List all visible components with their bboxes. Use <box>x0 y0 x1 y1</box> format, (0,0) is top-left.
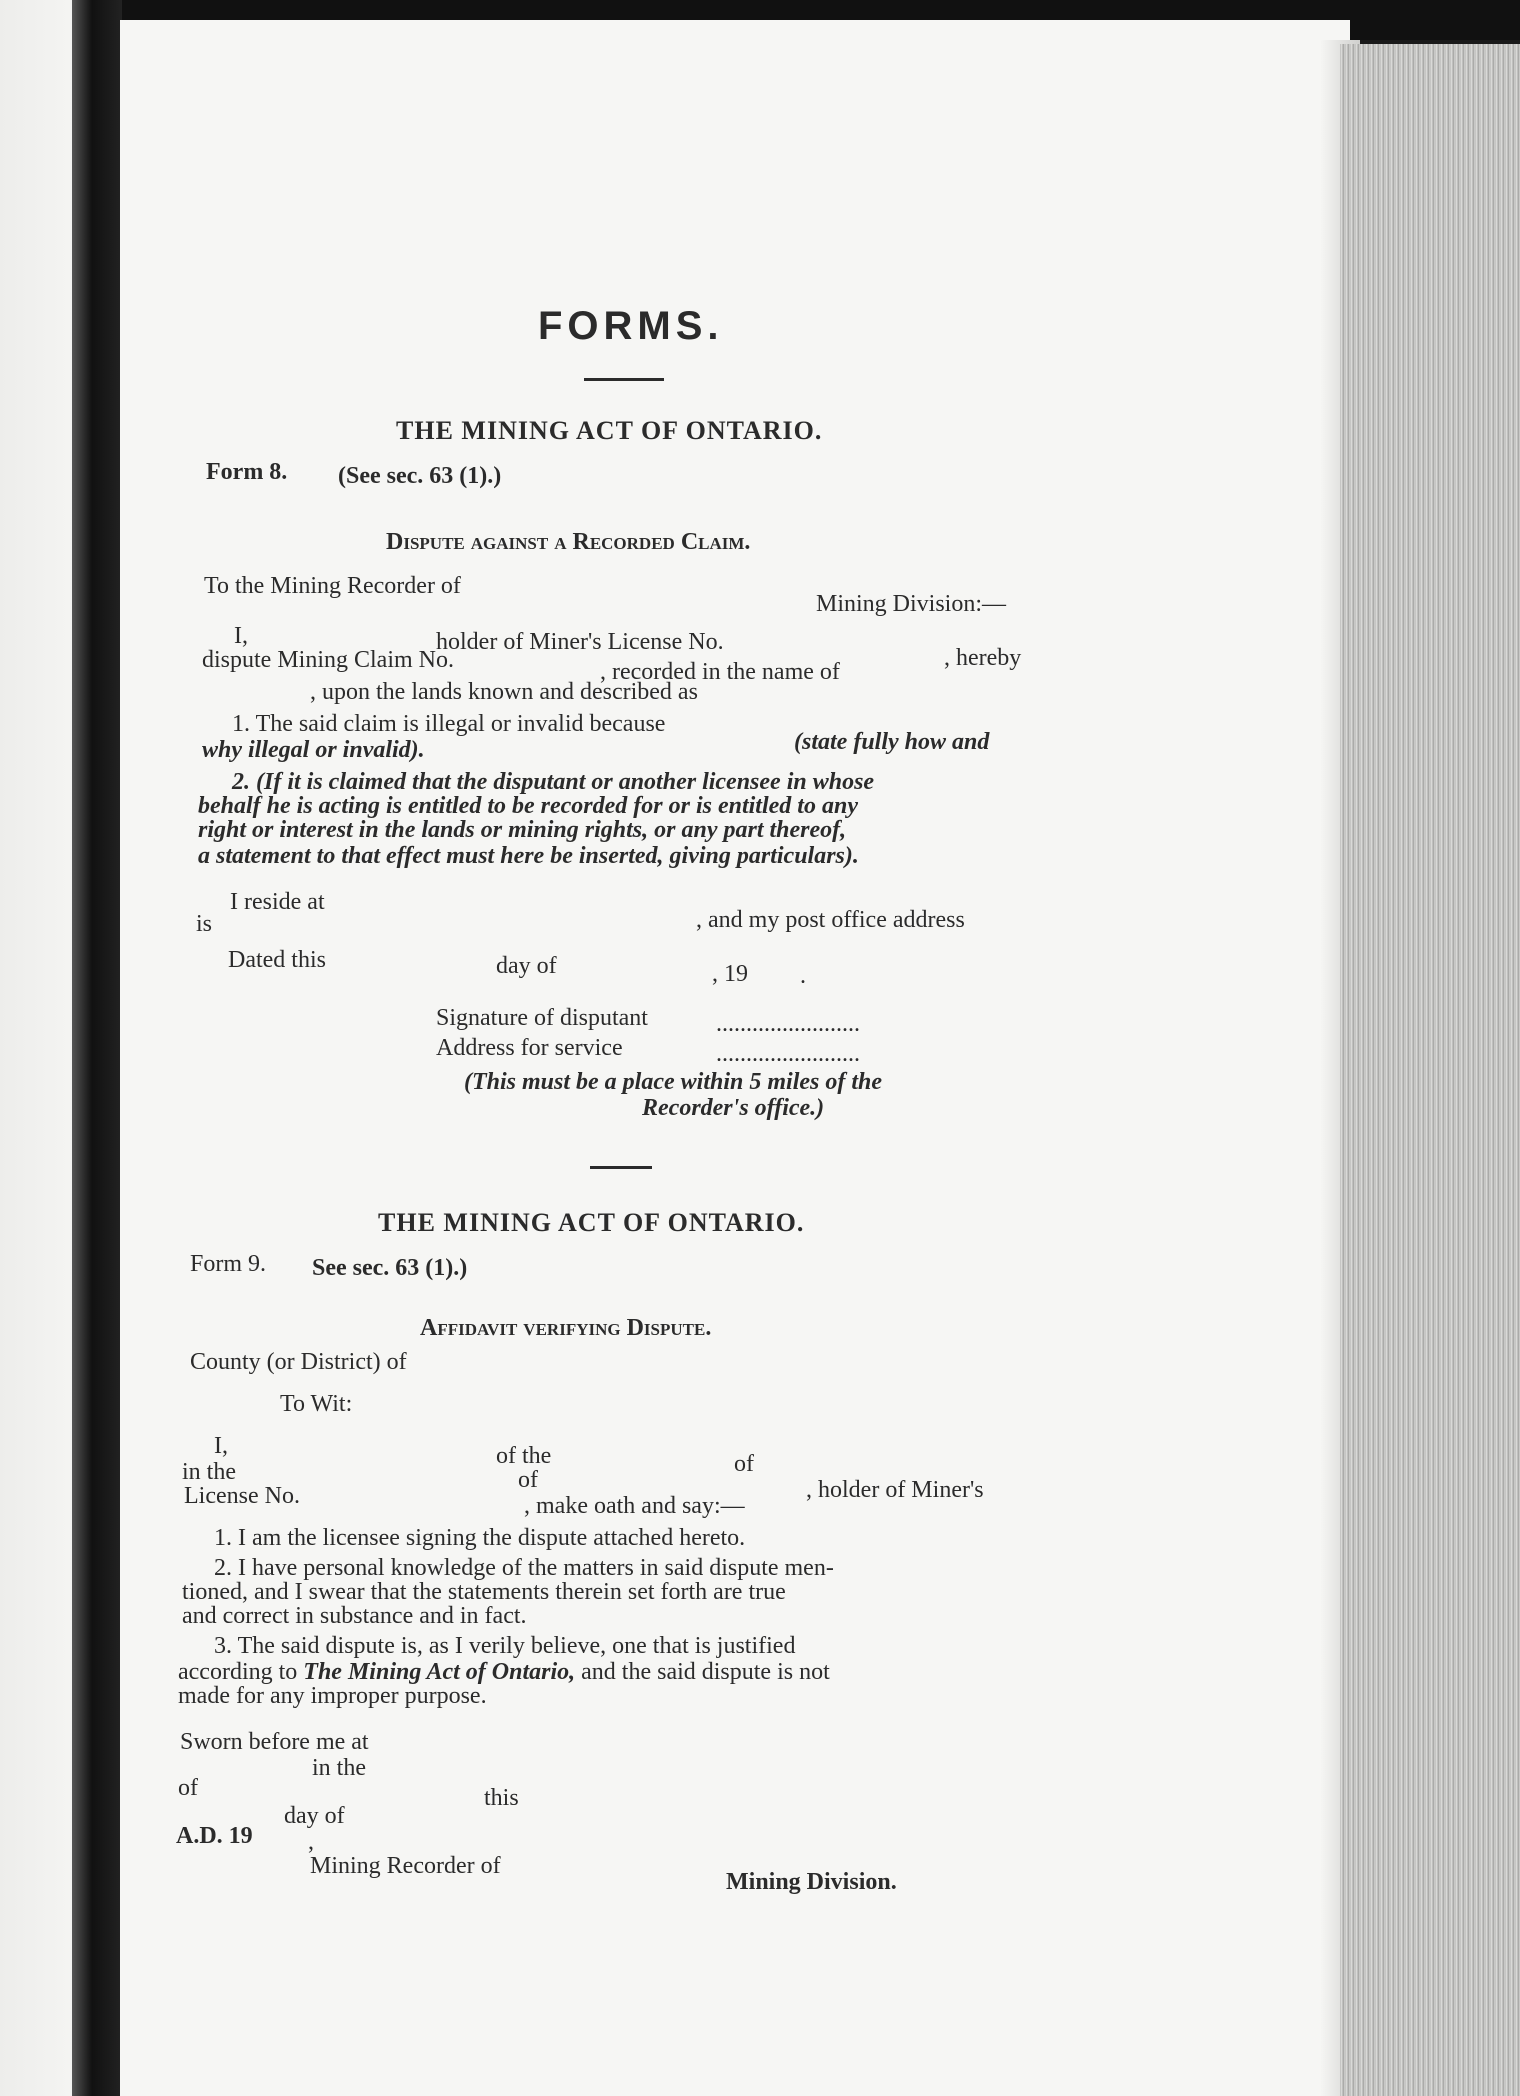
form9-of2: of <box>518 1467 538 1493</box>
form9-oath: , make oath and say:— <box>524 1493 745 1519</box>
form8-label: Form 8. <box>206 459 288 485</box>
form9-item3-line2 <box>178 1660 830 1684</box>
form9-comma: , <box>308 1829 314 1855</box>
form8-item1-instruction-cont: why illegal or invalid). <box>202 737 425 763</box>
form8-item2-line3: right or interest in the lands or mining rights, or any part thereof, <box>198 817 847 843</box>
form8-p-upon: , upon the lands known and described as <box>310 679 698 705</box>
form9-in-the2: in the <box>312 1755 366 1781</box>
form8-p-i: I, <box>234 623 248 649</box>
form9-act-reference: The Mining Act of Ontario, <box>303 1659 576 1685</box>
form8-reside-right: , and my post office address <box>696 907 965 933</box>
form9-county: County (or District) of <box>190 1349 407 1375</box>
title-rule <box>584 378 664 381</box>
form8-reference: (See sec. 63 (1).) <box>338 463 502 489</box>
form9-heading: Affidavit verifying Dispute. <box>420 1315 712 1341</box>
page-title: FORMS. <box>538 304 724 348</box>
form9-act-title: THE MINING ACT OF ONTARIO. <box>378 1208 805 1237</box>
form9-item2-line1: 2. I have personal knowledge of the matters in said dispute men- <box>214 1555 834 1581</box>
form9-sworn: Sworn before me at <box>180 1729 369 1755</box>
form8-signature-label: Signature of disputant <box>436 1005 648 1031</box>
form9-to-wit: To Wit: <box>280 1391 353 1417</box>
form8-note-line1: (This must be a place within 5 miles of the <box>464 1069 883 1095</box>
form8-reside: I reside at <box>230 889 325 915</box>
form9-item2-line2: tioned, and I swear that the statements therein set forth are true <box>182 1579 786 1605</box>
form8-year: , 19 <box>712 961 748 987</box>
form8-to-line: To the Mining Recorder of <box>204 573 461 599</box>
form9-item3-line3: made for any improper purpose. <box>178 1683 487 1709</box>
form8-is: is <box>196 911 213 937</box>
section-rule <box>590 1166 652 1169</box>
form8-p-recorded: , recorded in the name of <box>600 659 840 685</box>
form9-item2-line3: and correct in substance and in fact. <box>182 1603 527 1629</box>
form9-of3: of <box>178 1775 198 1801</box>
form8-item1-instruction: (state fully how and <box>794 729 990 755</box>
form8-heading: Dispute against a Recorded Claim. <box>386 529 751 555</box>
form8-item1: 1. The said claim is illegal or invalid because <box>232 711 666 737</box>
form9-this: this <box>484 1785 519 1811</box>
form8-dated: Dated this <box>228 947 326 973</box>
stacked-page-edges <box>1340 44 1520 2096</box>
form9-item3-tail: and the said dispute is not <box>581 1659 830 1685</box>
form9-in-the: in the <box>182 1459 236 1485</box>
form8-act-title: THE MINING ACT OF ONTARIO. <box>396 416 823 445</box>
form9-reference: See sec. 63 (1).) <box>312 1255 468 1281</box>
form8-day-of: day of <box>496 953 557 979</box>
form8-p-holder: holder of Miner's License No. <box>436 629 724 655</box>
form9-label: Form 9. <box>190 1251 267 1277</box>
form9-division: Mining Division. <box>726 1869 897 1895</box>
form9-item1: 1. I am the licensee signing the dispute attached hereto. <box>214 1525 746 1551</box>
form9-item3-lead: according to <box>178 1659 298 1685</box>
form8-note-line2: Recorder's office.) <box>642 1095 825 1121</box>
form8-to-line-right: Mining Division:— <box>816 591 1007 617</box>
form9-recorder: Mining Recorder of <box>310 1853 501 1879</box>
form9-license: License No. <box>184 1483 300 1509</box>
form8-item2-line4: a statement to that effect must here be inserted, giving particulars). <box>198 843 859 869</box>
form8-signature-dots: ........................ <box>716 1011 860 1037</box>
form8-period: . <box>800 963 806 989</box>
form8-address-label: Address for service <box>436 1035 623 1061</box>
form8-item2-line2: behalf he is acting is entitled to be recorded for or is entitled to any <box>198 793 858 819</box>
form8-item2-line1: 2. (If it is claimed that the disputant or another licensee in whose <box>232 769 875 795</box>
form8-p-dispute: dispute Mining Claim No. <box>202 647 454 673</box>
form9-i: I, <box>214 1433 228 1459</box>
book-gutter <box>72 0 122 2096</box>
form8-p-hereby: , hereby <box>944 645 1022 671</box>
form9-day-of: day of <box>284 1803 345 1829</box>
form9-ad-year: A.D. 19 <box>176 1823 253 1849</box>
form9-item3-line1: 3. The said dispute is, as I verily believe, one that is justified <box>214 1633 796 1659</box>
form9-holder: , holder of Miner's <box>806 1477 984 1503</box>
form8-address-dots: ........................ <box>716 1041 860 1067</box>
form9-of-the: of the <box>496 1443 552 1469</box>
form9-of: of <box>734 1451 754 1477</box>
